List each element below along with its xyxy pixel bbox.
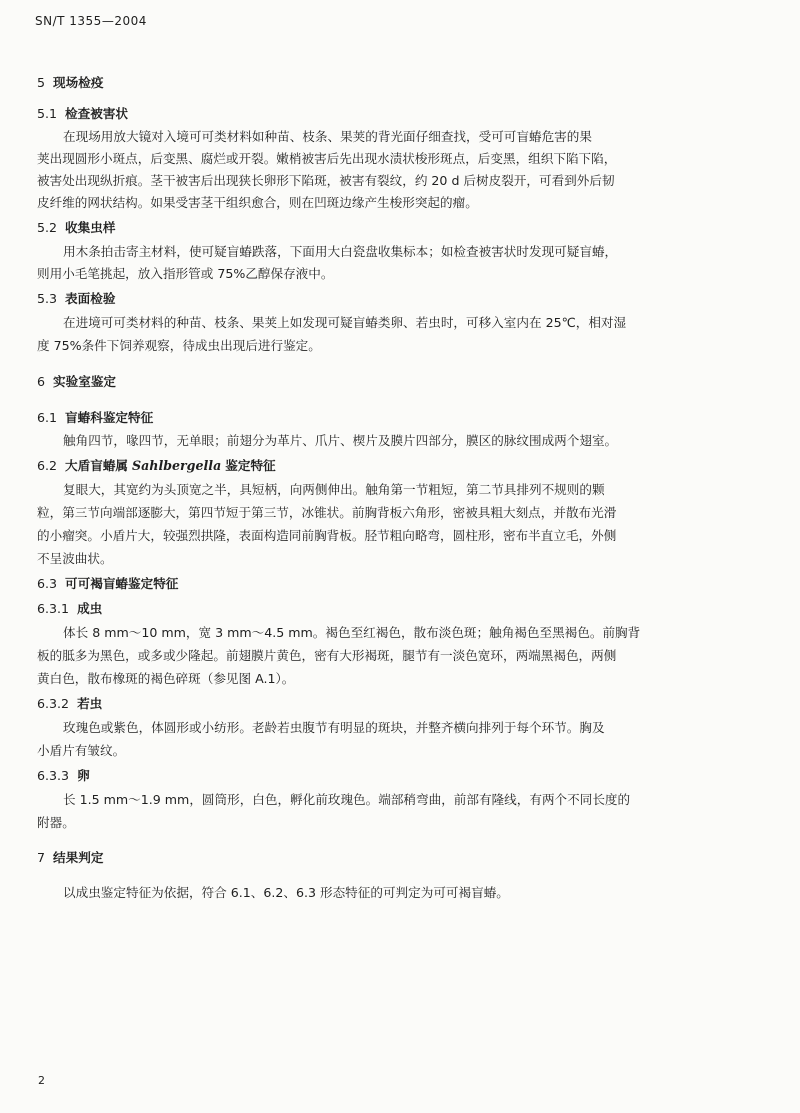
- section-number: 6.3: [37, 576, 58, 591]
- section-5-2-heading: [37, 218, 115, 238]
- paragraph-line: 用木条拍击寄主材料，使可疑盲蝽跌落，下面用大白瓷盘收集标本；如检查被害状时发现可疑盲蝽，: [63, 244, 618, 259]
- section-title: 表面检验: [65, 291, 116, 306]
- section-6-3-1-heading: [37, 599, 102, 619]
- section-title: 可可褐盲蝽鉴定特征: [65, 576, 179, 591]
- paragraph-line: 小盾片有皱纹。: [37, 743, 126, 758]
- paragraph-line: 在进境可可类材料的种苗、枝条、果荚上如发现可疑盲蝽类卵、若虫时，可移入室内在 25℃，相对湿: [63, 315, 627, 330]
- paragraph-line: 黄白色，散布橡斑的褐色碎斑（参见图 A.1）。: [37, 671, 295, 686]
- section-number: 6: [37, 374, 46, 389]
- paragraph-line: 不呈波曲状。: [37, 551, 113, 566]
- section-6-3-3-heading: [37, 766, 90, 786]
- paragraph-line: 附器。: [37, 815, 75, 830]
- section-number: 6.3.3: [37, 768, 70, 783]
- section-6-3-heading: [37, 574, 178, 594]
- section-6-heading: [37, 372, 116, 392]
- paragraph-line: 以成虫鉴定特征为依据，符合 6.1、6.2、6.3 形态特征的可判定为可可褐盲蝽。: [63, 885, 509, 900]
- paragraph-line: 荚出现圆形小斑点，后变黑、腐烂或开裂。嫩梢被害后先出现水渍状梭形斑点，后变黑，组织下陷下陷，: [37, 151, 617, 166]
- section-title: 盲蝽科鉴定特征: [65, 410, 154, 425]
- section-title: 大盾盲蝽属: [65, 458, 129, 473]
- section-number: 5: [37, 75, 46, 90]
- standard-id-header: SN/T 1355—2004: [35, 14, 147, 28]
- section-5-1-heading: [37, 104, 128, 124]
- section-title: 卵: [77, 768, 90, 783]
- paragraph-line: 触角四节，喙四节，无单眼；前翅分为革片、爪片、楔片及膜片四部分，膜区的脉纹围成两个翅室。: [63, 433, 618, 448]
- paragraph-line: 板的胝多为黑色，或多或少隆起。前翅膜片黄色，密有大形褐斑，腿节有一淡色宽环，两端黑褐色，两侧: [37, 648, 617, 663]
- section-number: 6.3.2: [37, 696, 70, 711]
- section-title-suffix: 鉴定特征: [225, 458, 276, 473]
- paragraph-line: 的小瘤突。小盾片大，较强烈拱隆，表面构造同前胸背板。胫节粗向略弯，圆柱形，密布半直立毛，外侧: [37, 528, 617, 543]
- section-6-3-2-heading: [37, 694, 102, 714]
- section-number: 5.2: [37, 220, 58, 235]
- section-title: 实验室鉴定: [53, 374, 116, 389]
- genus-name: Sahlbergella: [132, 458, 222, 473]
- section-title: 收集虫样: [65, 220, 116, 235]
- section-6-1-heading: [37, 408, 153, 428]
- section-number: 6.1: [37, 410, 58, 425]
- section-title: 结果判定: [53, 850, 104, 865]
- paragraph-line: 体长 8 mm～10 mm，宽 3 mm～4.5 mm。褐色至红褐色，散布淡色斑；触角褐色至黑褐色。前胸背: [63, 625, 641, 640]
- paragraph-line: 被害处出现纵折痕。茎干被害后出现狭长卵形下陷斑，被害有裂纹，约 20 d 后树皮裂开，可看到外后韧: [37, 173, 615, 188]
- paragraph-line: 在现场用放大镜对入境可可类材料如种苗、枝条、果荚的背光面仔细查找，受可可盲蝽危害的果: [63, 129, 592, 144]
- section-title: 若虫: [77, 696, 103, 711]
- paragraph-line: 则用小毛笔挑起，放入指形管或 75%乙醇保存液中。: [37, 266, 334, 281]
- paragraph-line: 粒，第三节向端部逐膨大，第四节短于第三节，冰锥状。前胸背板六角形，密被具粗大刻点，并散布光滑: [37, 505, 617, 520]
- section-number: 5.1: [37, 106, 58, 121]
- section-title: 现场检疫: [53, 75, 104, 90]
- section-5-heading: [37, 73, 103, 93]
- paragraph-line: 皮纤维的网状结构。如果受害茎干组织愈合，则在凹斑边缘产生梭形突起的瘤。: [37, 195, 478, 210]
- section-number: 6.2: [37, 458, 58, 473]
- section-title: 检查被害状: [65, 106, 129, 121]
- page-number: 2: [38, 1074, 45, 1087]
- section-number: 5.3: [37, 291, 58, 306]
- paragraph-line: 度 75%条件下饲养观察，待成虫出现后进行鉴定。: [37, 338, 321, 353]
- section-number: 6.3.1: [37, 601, 70, 616]
- section-7-heading: [37, 848, 103, 868]
- paragraph-line: 复眼大，其宽约为头顶宽之半，具短柄，向两侧伸出。触角第一节粗短，第二节具排列不规则的颗: [63, 482, 605, 497]
- paragraph-line: 长 1.5 mm～1.9 mm，圆筒形，白色，孵化前玫瑰色。端部稍弯曲，前部有隆线，有两个不同长度的: [63, 792, 631, 807]
- paragraph-line: 玫瑰色或紫色，体圆形或小纺形。老龄若虫腹节有明显的斑块，并整齐横向排列于每个环节。胸及: [63, 720, 605, 735]
- section-title: 成虫: [77, 601, 103, 616]
- section-6-2-heading: [37, 456, 276, 476]
- section-5-3-heading: [37, 289, 115, 309]
- section-number: 7: [37, 850, 46, 865]
